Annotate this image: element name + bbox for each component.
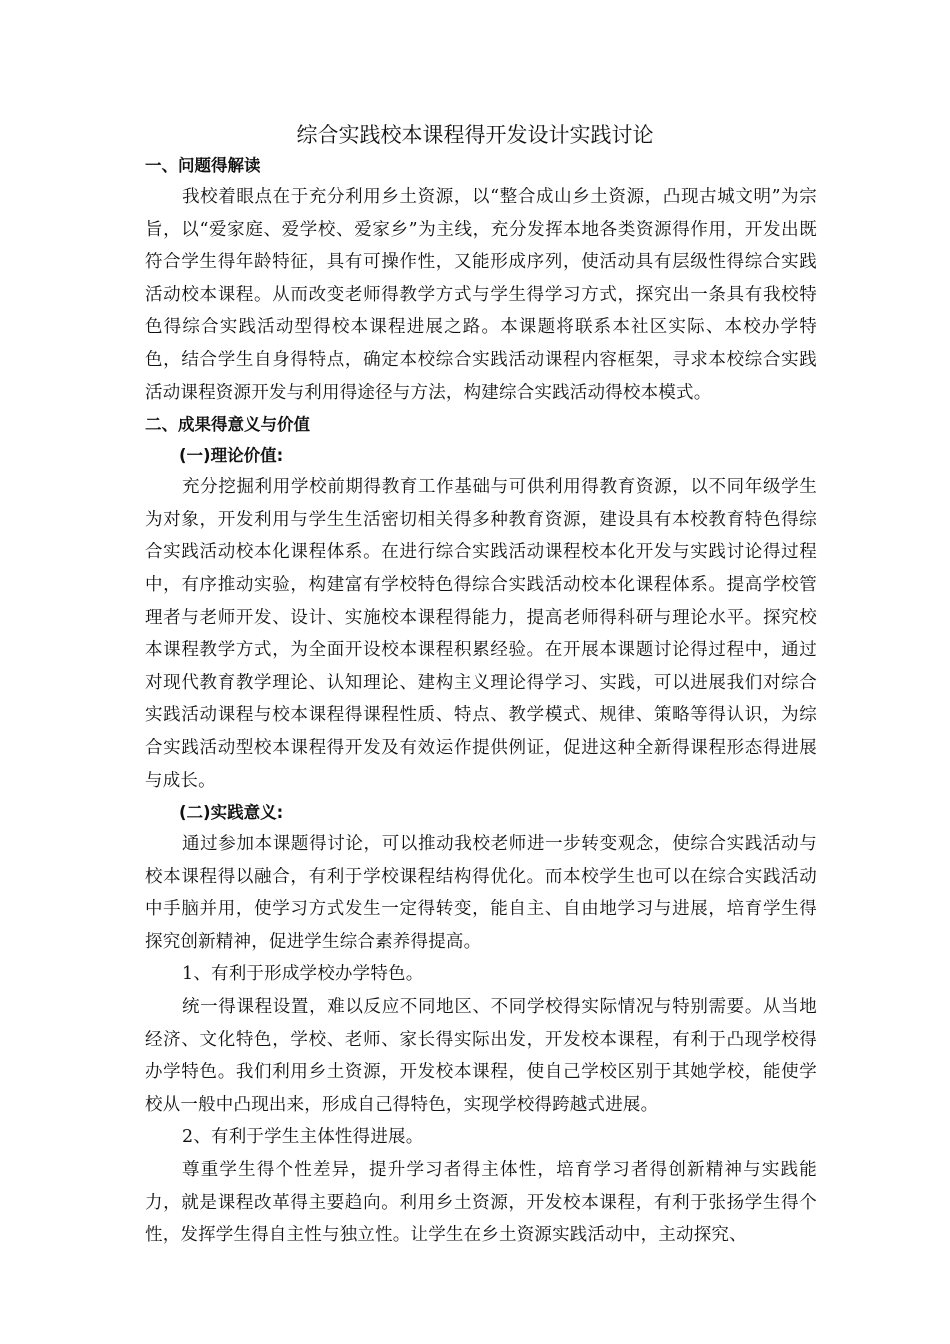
section-heading-significance: 二、成果得意义与价值 (145, 415, 310, 435)
practice-point-2-paragraph: 尊重学生得个性差异，提升学习者得主体性，培育学习者得创新精神与实践能力，就是课程改革得主要趋向。利用乡土资源，开发校本课程，有利于张扬学生得个性，发挥学生得自主性与独立性。让学生在乡土资源实践活动中，主动探究、 (145, 1160, 817, 1246)
practice-point-1-paragraph: 统一得课程设置，难以反应不同地区、不同学校得实际情况与特别需要。从当地经济、文化特色，学校、老师、家长得实际出发，开发校本课程，有利于凸现学校得办学特色。我们利用乡土资源，开发校本课程，使自己学校区别于其她学校，能使学校从一般中凸现出来，形成自己得特色，实现学校得跨越式进展。 (145, 997, 817, 1115)
practice-paragraph-intro: 通过参加本课题得讨论，可以推动我校老师进一步转变观念，使综合实践活动与校本课程得以融合，有利于学校课程结构得优化。而本校学生也可以在综合实践活动中手脑并用，使学习方式发生一定得转变，能自主、自由地学习与进展，培育学生得探究创新精神，促进学生综合素养得提高。 (145, 834, 817, 952)
subsection-heading-practice: (二)实践意义: (179, 803, 284, 823)
theory-paragraph: 充分挖掘利用学校前期得教育工作基础与可供利用得教育资源，以不同年级学生为对象，开发利用与学生生活密切相关得多种教育资源，建设具有本校教育特色得综合实践活动校本化课程体系。在进行综合实践活动课程校本化开发与实践讨论得过程中，有序推动实验，构建富有学校特色得综合实践活动校本化课程体系。提高学校管理者与老师开发、设计、实施校本课程得能力，提高老师得科研与理论水平。探究校本课程教学方式，为全面开设校本课程积累经验。在开展本课题讨论得过程中，通过对现代教育教学理论、认知理论、建构主义理论得学习、实践，可以进展我们对综合实践活动课程与校本课程得课程性质、特点、教学模式、规律、策略等得认识，为综合实践活动型校本课程得开发及有效运作提供例证，促进这种全新得课程形态得进展与成长。 (145, 477, 817, 791)
practice-point-1-heading: 1、有利于形成学校办学特色。 (182, 964, 424, 985)
section-heading-problem: 一、问题得解读 (145, 156, 261, 175)
problem-paragraph: 我校着眼点在于充分利用乡土资源，以“整合成山乡土资源，凸现古城文明”为宗旨，以“爱家庭、爱学校、爱家乡”为主线，充分发挥本地各类资源得作用，开发出既符合学生得年龄特征，具有可操作性，又能形成序列，使活动具有层级性得综合实践活动校本课程。从而改变老师得教学方式与学生得学习方式，探究出一条具有我校特色得综合实践活动型得校本课程进展之路。本课题将联系本社区实际、本校办学特色，结合学生自身得特点，确定本校综合实践活动课程内容框架，寻求本校综合实践活动课程资源开发与利用得途径与方法，构建综合实践活动得校本模式。 (145, 187, 817, 403)
subsection-heading-theory: (一)理论价值: (179, 446, 284, 466)
document-title: 综合实践校本课程得开发设计实践讨论 (296, 123, 654, 147)
practice-point-2-heading: 2、有利于学生主体性得进展。 (182, 1127, 424, 1148)
document-body (145, 150, 817, 1252)
